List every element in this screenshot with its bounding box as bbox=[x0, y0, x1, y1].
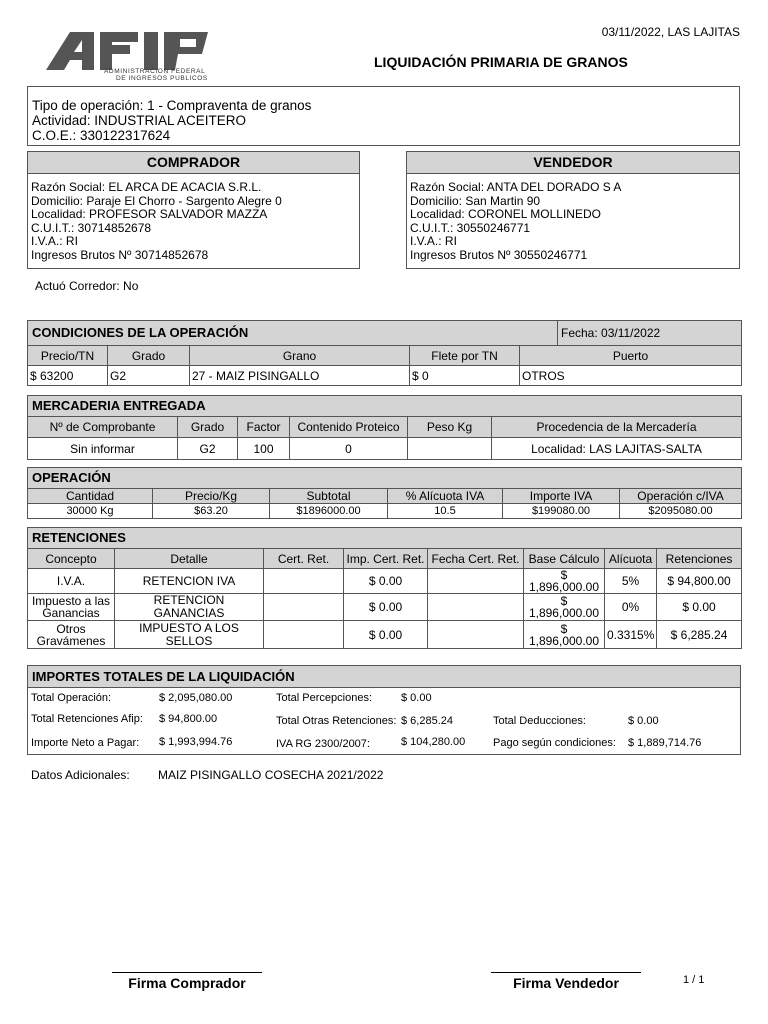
table-cell: $1896000.00 bbox=[270, 504, 388, 519]
col-header: Alícuota bbox=[605, 549, 657, 569]
total-otras-retenciones-value: $ 6,285.24 bbox=[401, 715, 453, 727]
comprador-iibb: Ingresos Brutos Nº 30714852678 bbox=[31, 247, 209, 262]
col-header: Grado bbox=[108, 346, 190, 366]
table-cell: RETENCION GANANCIAS bbox=[115, 594, 264, 621]
col-header: Procedencia de la Mercadería bbox=[492, 417, 742, 438]
col-header: Puerto bbox=[520, 346, 742, 366]
table-cell bbox=[264, 621, 344, 649]
pago-condiciones-value: $ 1,889,714.76 bbox=[628, 737, 702, 749]
table-cell: 0% bbox=[605, 594, 657, 621]
firma-vendedor: Firma Vendedor bbox=[513, 975, 619, 991]
firma-comprador-line bbox=[112, 972, 262, 973]
table-cell: $63.20 bbox=[153, 504, 270, 519]
table-cell: OTROS bbox=[520, 366, 742, 386]
base-amount: 1,896,000.00 bbox=[528, 580, 600, 594]
iva-rg-value: $ 104,280.00 bbox=[401, 736, 466, 748]
table-cell: $ 0 bbox=[410, 366, 520, 386]
col-header: Precio/Kg bbox=[153, 489, 270, 504]
col-header: Peso Kg bbox=[408, 417, 492, 438]
total-percepciones-value: $ 0.00 bbox=[401, 692, 432, 704]
base-amount: 1,896,000.00 bbox=[528, 633, 600, 648]
table-cell: I.V.A. bbox=[28, 569, 115, 594]
comprador-cuit: C.U.I.T.: 30714852678 bbox=[31, 220, 152, 235]
table-cell: $ 0.00 bbox=[657, 594, 742, 621]
col-header: Grano bbox=[190, 346, 410, 366]
condiciones-title: CONDICIONES DE LA OPERACIÓN bbox=[28, 321, 558, 346]
table-cell bbox=[524, 594, 605, 621]
base-currency: $ bbox=[560, 594, 568, 608]
col-header: Fecha Cert. Ret. bbox=[428, 549, 524, 569]
operacion-title: OPERACIÓN bbox=[28, 468, 742, 489]
col-header: Nº de Comprobante bbox=[28, 417, 178, 438]
comprador-domicilio: Domicilio: Paraje El Chorro - Sargento Alegre 0 bbox=[31, 193, 282, 208]
comprador-iva: I.V.A.: RI bbox=[31, 234, 78, 248]
condiciones-table bbox=[27, 320, 742, 386]
total-operacion-label: Total Operación: bbox=[31, 692, 112, 704]
col-header: Retenciones bbox=[657, 549, 742, 569]
vendedor-panel bbox=[406, 151, 740, 269]
table-cell bbox=[524, 621, 605, 649]
totales-title: IMPORTES TOTALES DE LA LIQUIDACIÓN bbox=[28, 666, 740, 688]
vendedor-razon: Razón Social: ANTA DEL DORADO S A bbox=[410, 180, 622, 194]
retenciones-title: RETENCIONES bbox=[28, 528, 742, 549]
table-row bbox=[28, 569, 742, 594]
vendedor-iibb: Ingresos Brutos Nº 30550246771 bbox=[410, 247, 588, 262]
coe-number: C.O.E.: 330122317624 bbox=[32, 128, 171, 143]
table-cell: 100 bbox=[238, 438, 290, 460]
totales-panel bbox=[27, 665, 741, 755]
table-cell: RETENCION IVA bbox=[115, 569, 264, 594]
table-cell: $ 0.00 bbox=[344, 621, 428, 649]
table-cell: 0 bbox=[290, 438, 408, 460]
iva-rg-label: IVA RG 2300/2007: bbox=[276, 738, 370, 750]
table-cell bbox=[428, 594, 524, 621]
table-cell: 27 - MAIZ PISINGALLO bbox=[190, 366, 410, 386]
table-cell: 0.3315% bbox=[605, 621, 657, 649]
table-cell: $ 0.00 bbox=[344, 569, 428, 594]
col-header: Importe IVA bbox=[503, 489, 620, 504]
table-cell: Localidad: LAS LAJITAS-SALTA bbox=[492, 438, 742, 460]
mercaderia-title: MERCADERIA ENTREGADA bbox=[28, 396, 742, 417]
table-cell bbox=[264, 569, 344, 594]
total-deducciones-value: $ 0.00 bbox=[628, 715, 659, 727]
col-header: Imp. Cert. Ret. bbox=[344, 549, 428, 569]
table-cell: $ 94,800.00 bbox=[657, 569, 742, 594]
datos-adicionales-label: Datos Adicionales: bbox=[31, 768, 130, 782]
pago-condiciones-label: Pago según condiciones: bbox=[493, 737, 616, 749]
firma-comprador: Firma Comprador bbox=[128, 975, 246, 991]
page-number: 1 / 1 bbox=[683, 974, 705, 986]
total-retenciones-afip-value: $ 94,800.00 bbox=[159, 713, 218, 725]
col-header: Flete por TN bbox=[410, 346, 520, 366]
total-retenciones-afip-label: Total Retenciones Afip: bbox=[31, 713, 143, 725]
col-header: Contenido Proteico bbox=[290, 417, 408, 438]
date-place: 03/11/2022, LAS LAJITAS bbox=[601, 25, 740, 39]
logo-subtitle-2: DE INGRESOS PUBLICOS bbox=[116, 75, 208, 82]
table-cell bbox=[428, 621, 524, 649]
comprador-title: COMPRADOR bbox=[28, 152, 359, 174]
table-cell bbox=[524, 569, 605, 594]
table-cell: $199080.00 bbox=[503, 504, 620, 519]
afip-logo bbox=[32, 26, 252, 84]
table-cell: $ 0.00 bbox=[344, 594, 428, 621]
col-header: Precio/TN bbox=[28, 346, 108, 366]
table-cell bbox=[428, 569, 524, 594]
vendedor-title: VENDEDOR bbox=[407, 152, 739, 174]
col-header: % Alícuota IVA bbox=[388, 489, 503, 504]
total-otras-retenciones-label: Total Otras Retenciones: bbox=[276, 715, 397, 727]
operation-info-box bbox=[27, 86, 740, 146]
table-row bbox=[28, 594, 742, 621]
corredor-info: Actuó Corredor: No bbox=[35, 279, 139, 293]
importe-neto-label: Importe Neto a Pagar: bbox=[31, 737, 140, 749]
table-cell: $ 63200 bbox=[28, 366, 108, 386]
vendedor-cuit: C.U.I.T.: 30550246771 bbox=[410, 220, 531, 235]
table-cell: 10.5 bbox=[388, 504, 503, 519]
table-cell: IMPUESTO A LOS SELLOS bbox=[115, 621, 264, 649]
retenciones-table bbox=[27, 527, 742, 649]
tipo-operacion: Tipo de operación: 1 - Compraventa de granos bbox=[32, 98, 312, 113]
datos-adicionales-value: MAIZ PISINGALLO COSECHA 2021/2022 bbox=[158, 768, 384, 782]
total-operacion-value: $ 2,095,080.00 bbox=[159, 692, 233, 704]
total-deducciones-label: Total Deducciones: bbox=[493, 715, 586, 727]
base-currency: $ bbox=[560, 621, 568, 636]
actividad: Actividad: INDUSTRIAL ACEITERO bbox=[32, 113, 247, 128]
table-row bbox=[28, 621, 742, 649]
col-header: Base Cálculo bbox=[524, 549, 605, 569]
table-cell bbox=[264, 594, 344, 621]
table-cell: 30000 Kg bbox=[28, 504, 153, 519]
col-header: Subtotal bbox=[270, 489, 388, 504]
vendedor-domicilio: Domicilio: San Martin 90 bbox=[410, 193, 541, 208]
table-cell: Otros Gravámenes bbox=[28, 621, 115, 649]
base-currency: $ bbox=[560, 568, 568, 582]
comprador-razon: Razón Social: EL ARCA DE ACACIA S.R.L. bbox=[31, 180, 262, 194]
importe-neto-value: $ 1,993,994.76 bbox=[159, 736, 233, 748]
condiciones-fecha: Fecha: 03/11/2022 bbox=[558, 321, 742, 346]
operacion-table bbox=[27, 467, 742, 519]
mercaderia-table bbox=[27, 395, 742, 460]
comprador-panel bbox=[27, 151, 360, 269]
table-cell bbox=[408, 438, 492, 460]
vendedor-iva: I.V.A.: RI bbox=[410, 234, 457, 248]
col-header: Detalle bbox=[115, 549, 264, 569]
table-cell: 5% bbox=[605, 569, 657, 594]
col-header: Cert. Ret. bbox=[264, 549, 344, 569]
col-header: Factor bbox=[238, 417, 290, 438]
base-amount: 1,896,000.00 bbox=[528, 606, 600, 620]
page-title: LIQUIDACIÓN PRIMARIA DE GRANOS bbox=[374, 54, 628, 70]
table-cell: $ 6,285.24 bbox=[657, 621, 742, 649]
table-cell: G2 bbox=[108, 366, 190, 386]
comprador-localidad: Localidad: PROFESOR SALVADOR MAZZA bbox=[31, 207, 268, 221]
table-cell: $2095080.00 bbox=[620, 504, 742, 519]
table-cell: Sin informar bbox=[28, 438, 178, 460]
table-cell: G2 bbox=[178, 438, 238, 460]
vendedor-localidad: Localidad: CORONEL MOLLINEDO bbox=[410, 207, 601, 221]
table-cell: Impuesto a las Ganancias bbox=[28, 594, 115, 621]
col-header: Operación c/IVA bbox=[620, 489, 742, 504]
total-percepciones-label: Total Percepciones: bbox=[276, 692, 372, 704]
firma-vendedor-line bbox=[491, 972, 641, 973]
col-header: Concepto bbox=[28, 549, 115, 569]
col-header: Grado bbox=[178, 417, 238, 438]
logo-subtitle-1: ADMINISTRACION FEDERAL bbox=[104, 68, 206, 75]
col-header: Cantidad bbox=[28, 489, 153, 504]
